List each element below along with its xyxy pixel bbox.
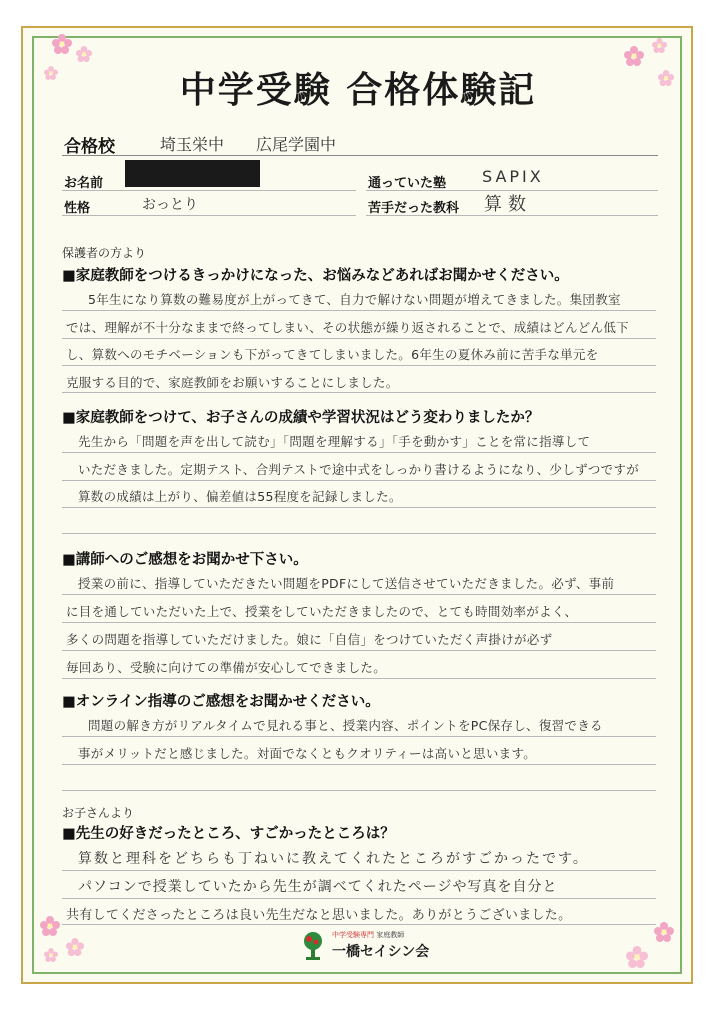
answer-line: パソコンで授業していたから先生が調べてくれたページや写真を自分と	[78, 879, 558, 895]
question-heading: ■講師へのご感想をお聞かせ下さい。	[62, 552, 308, 568]
flower-icon	[66, 938, 84, 956]
ruled-line	[62, 622, 656, 623]
juku-label: 通っていた塾	[368, 176, 447, 191]
answer-line: 先生から「問題を声を出して読む」「問題を理解する」「手を動かす」ことを常に指導して	[78, 434, 591, 449]
name-label: お名前	[64, 176, 104, 191]
ruled-line	[62, 507, 656, 508]
answer-line: に目を通していただいた上で、授業をしていただきましたので、とても時間効率がよく、	[66, 604, 578, 619]
section-heading-child: お子さんより	[62, 806, 135, 820]
school-value: 埼玉栄中 広尾学園中	[160, 135, 337, 154]
divider	[366, 215, 658, 216]
question-heading: ■オンライン指導のご感想をお聞かせください。	[62, 694, 380, 710]
flower-icon	[76, 46, 92, 62]
juku-value: SAPIX	[482, 167, 544, 186]
ruled-line	[62, 533, 656, 534]
flower-icon	[626, 946, 648, 968]
answer-line: 授業の前に、指導していただきたい問題をPDFにして送信させていただきました。必ず、事前	[78, 576, 615, 591]
answer-line: 問題の解き方がリアルタイムで見れる事と、授業内容、ポイントをPC保存し、復習できる	[88, 718, 603, 733]
ruled-line	[62, 736, 656, 737]
ruled-line	[62, 764, 656, 765]
question-heading: ■家庭教師をつけるきっかけになった、お悩みなどあればお聞かせください。	[62, 268, 569, 284]
section-heading-parent: 保護者の方より	[62, 246, 147, 260]
ruled-line	[62, 480, 656, 481]
ruled-line	[62, 365, 656, 366]
flower-icon	[652, 38, 667, 53]
personality-label: 性格	[64, 201, 91, 216]
page-title: 中学受験 合格体験記	[179, 70, 537, 111]
divider	[62, 215, 356, 216]
question-heading: ■先生の好きだったところ、すごかったところは？	[62, 826, 395, 842]
answer-line: 共有してくださったところは良い先生だなと思いました。ありがとうございました。	[66, 908, 572, 923]
divider	[62, 155, 658, 156]
question-heading: ■家庭教師をつけて、お子さんの成績や学習状況はどう変わりましたか？	[62, 410, 540, 426]
flower-icon	[44, 948, 58, 962]
answer-line: 克服する目的で、家庭教師をお願いすることにしました。	[66, 375, 399, 390]
answer-line: し、算数へのモチベーションも下がってきてしまいました。6年生の夏休み前に苦手な単元を	[66, 347, 599, 362]
ruled-line	[62, 338, 656, 339]
ruled-line	[62, 678, 656, 679]
ruled-line	[62, 924, 656, 925]
logo-subtitle: 中学受験専門 家庭教師	[332, 931, 405, 939]
company-logo	[300, 927, 430, 967]
weak-subject-value: 算数	[484, 194, 532, 215]
ruled-line	[62, 898, 656, 899]
flower-icon	[40, 916, 60, 936]
school-label: 合格校	[64, 137, 115, 157]
answer-line: 算数と理科をどちらも丁ねいに教えてくれたところがすごかったです。	[78, 851, 589, 867]
apple-tree-logo-icon	[300, 929, 326, 961]
answer-line: 多くの問題を指導していただけました。娘に「自信」をつけていただく声掛けが必ず	[66, 632, 553, 647]
answer-line: 毎回あり、受験に向けての準備が安心してできました。	[66, 660, 387, 675]
ruled-line	[62, 650, 656, 651]
answer-line: 5年生になり算数の難易度が上がってきて、自力で解けない問題が増えてきました。集団教室	[88, 292, 621, 307]
ruled-line	[62, 870, 656, 871]
ruled-line	[62, 790, 656, 791]
flower-icon	[52, 34, 72, 54]
flower-icon	[654, 922, 674, 942]
weak-subject-label: 苦手だった教科	[368, 201, 460, 216]
ruled-line	[62, 310, 656, 311]
answer-line: 事がメリットだと感じました。対面でなくともクオリティーは高いと思います。	[78, 746, 537, 761]
answer-line: では、理解が不十分なままで終ってしまい、その状態が繰り返されることで、成績はどんどん低下	[66, 320, 629, 335]
ruled-line	[62, 594, 656, 595]
personality-value: おっとり	[142, 197, 198, 213]
ruled-line	[62, 452, 656, 453]
logo-name: 一橋セイシン会	[332, 944, 430, 960]
ruled-line	[62, 392, 656, 393]
answer-line: 算数の成績は上がり、偏差値は55程度を記録しました。	[78, 489, 402, 504]
answer-line: いただきました。定期テスト、合判テストで途中式をしっかり書けるようになり、少しずつですが	[78, 462, 640, 477]
divider	[62, 190, 356, 191]
redacted-name	[125, 160, 260, 187]
